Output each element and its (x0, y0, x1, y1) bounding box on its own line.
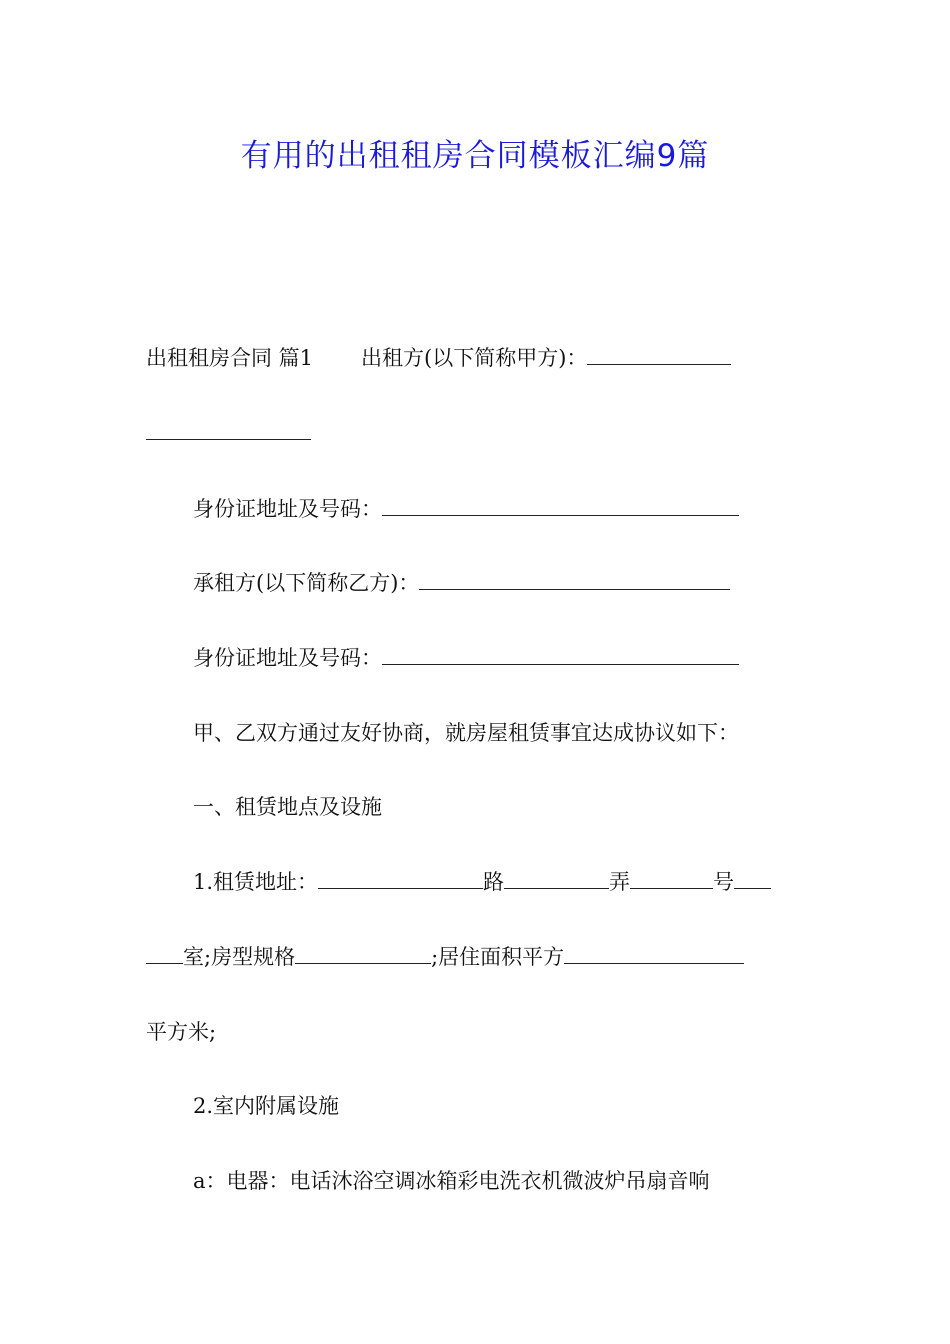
lane-blank[interactable] (504, 867, 609, 889)
section-heading: 出租租房合同 篇1 (146, 346, 314, 370)
lessor-id-line (193, 494, 739, 524)
room-blank-start[interactable] (734, 867, 771, 889)
lessor-blank-continued-line (146, 418, 311, 448)
address-line (193, 867, 771, 897)
document-title: 有用的出租租房合同模板汇编9篇 (240, 138, 710, 174)
number-label: 号 (713, 870, 735, 894)
lessee-id-label: 身份证地址及号码： (193, 646, 382, 670)
lessor-label: 出租方(以下简称甲方)： (361, 346, 588, 370)
room-label: 室;房型规格 (183, 945, 296, 969)
lane-label: 弄 (609, 870, 631, 894)
area-label: ;居住面积平方 (431, 945, 565, 969)
lessee-line (193, 568, 730, 598)
lessor-id-label: 身份证地址及号码： (193, 497, 382, 521)
agreement-intro: 甲、乙双方通过友好协商，就房屋租赁事宜达成协议如下： (193, 721, 739, 745)
lessor-id-blank[interactable] (382, 494, 739, 516)
road-blank[interactable] (318, 867, 483, 889)
lessee-id-blank[interactable] (382, 643, 739, 665)
room-blank[interactable] (146, 942, 183, 964)
area-blank[interactable] (564, 942, 744, 964)
road-label: 路 (483, 870, 505, 894)
lessee-label: 承租方(以下简称乙方)： (193, 571, 420, 595)
address-label: 1.租赁地址： (193, 870, 319, 894)
clause1-title: 一、租赁地点及设施 (193, 795, 382, 819)
room-type-blank[interactable] (295, 942, 431, 964)
lessor-blank-continued[interactable] (146, 418, 311, 440)
lessor-blank[interactable] (587, 343, 731, 365)
sqm-line: 平方米; (146, 1020, 217, 1044)
room-line (146, 942, 744, 972)
section-heading-line (146, 343, 731, 373)
number-blank[interactable] (630, 867, 713, 889)
lessee-blank[interactable] (419, 568, 730, 590)
appliances-line: a：电器：电话沐浴空调冰箱彩电洗衣机微波炉吊扇音响 (193, 1169, 710, 1193)
facilities-title: 2.室内附属设施 (193, 1094, 340, 1118)
lessee-id-line (193, 643, 739, 673)
